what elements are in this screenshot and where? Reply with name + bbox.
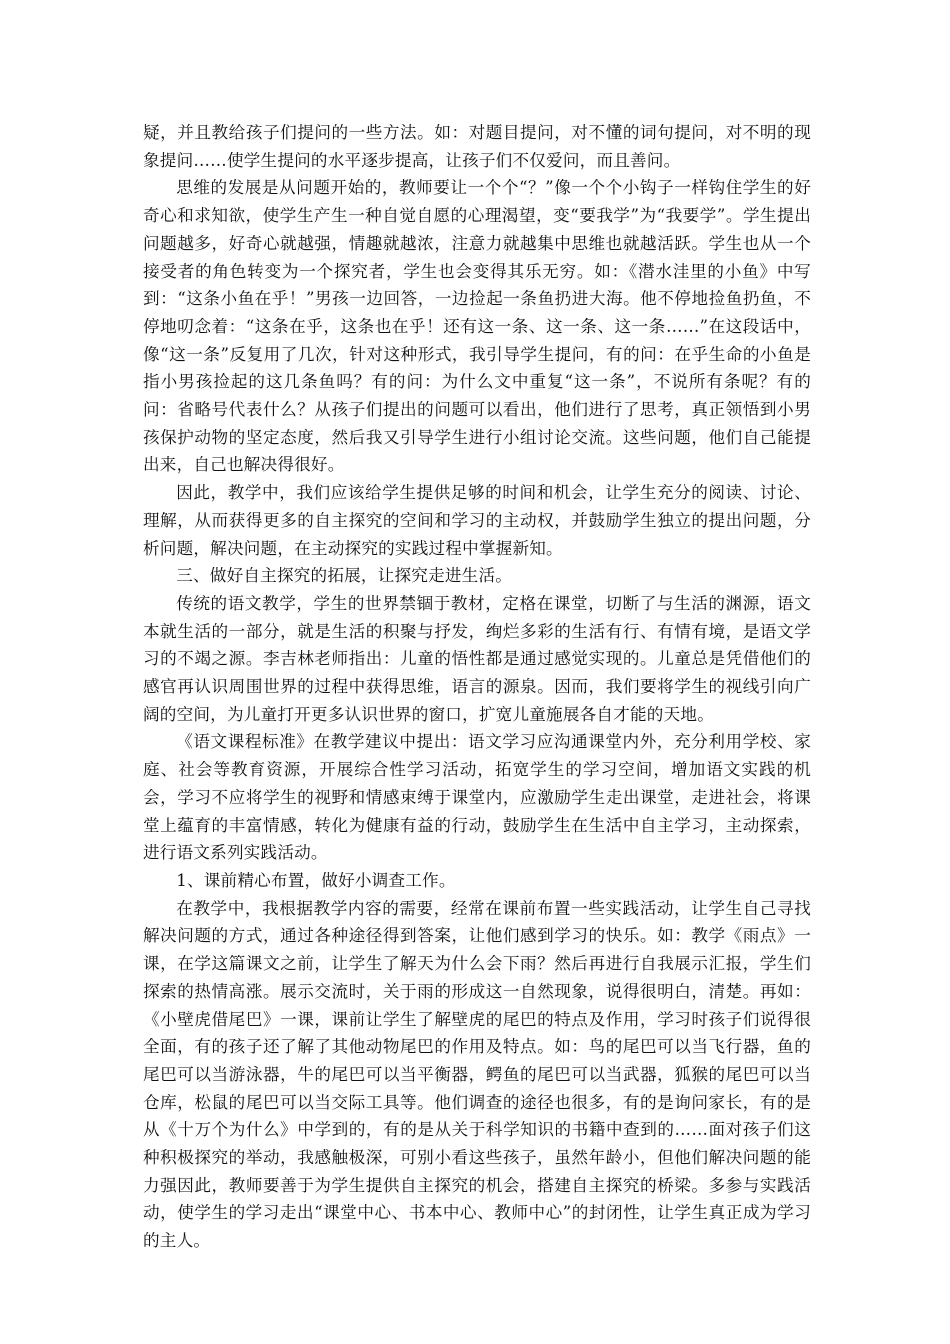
paragraph: 《语文课程标准》在教学建议中提出：语文学习应沟通课堂内外，充分利用学校、家庭、社会等教育资源，开展综合性学习活动，拓宽学生的学习空间，增加语文实践的机会，学习不应将学生的视野和情感束缚于课堂内，应激励学生走出课堂，走进社会，将课堂上蕴育的丰富情感，转化为健康有益的行动，鼓励学生在生活中自主学习，主动探索，进行语文系列实践活动。	[143, 732, 811, 863]
paragraph: 思维的发展是从问题开始的，教师要让一个个“？”像一个个小钩子一样钩住学生的好奇心和求知欲，使学生产生一种自觉自愿的心理渴望，变“要我学”为“我要学”。学生提出问题越多，好奇心就越强，情趣就越浓，注意力就越集中思维也就越活跃。学生也从一个接受者的角色转变为一个探究者，学生也会变得其乐无穷。如：《潜水洼里的小鱼》中写到：“这条小鱼在乎！”男孩一边回答，一边捡起一条鱼扔进大海。他不停地捡鱼扔鱼，不停地叨念着：“这条在乎，这条也在乎！还有这一条、这一条、这一条……”在这段话中，像“这一条”反复用了几次，针对这种形式，我引导学生提问，有的问：在乎生命的小鱼是指小男孩捡起的这几条鱼吗？有的问：为什么文中重复“这一条”，不说所有条呢？有的问：省略号代表什么？从孩子们提出的问题可以看出，他们进行了思考，真正领悟到小男孩保护动物的坚定态度，然后我又引导学生进行小组讨论交流。这些问题，他们自己能提出来，自己也解决得很好。	[143, 178, 811, 475]
subsection-heading: 1、课前精心布置，做好小调查工作。	[176, 870, 456, 890]
section-heading: 三、做好自主探究的拓展，让探究走进生活。	[176, 566, 513, 586]
document-body	[143, 119, 811, 1255]
paragraph-continuation: 疑，并且教给孩子们提问的一些方法。如：对题目提问，对不懂的词句提问，对不明的现象提问……使学生提问的水平逐步提高，让孩子们不仅爱问，而且善问。	[143, 123, 811, 170]
paragraph: 传统的语文教学，学生的世界禁锢于教材，定格在课堂，切断了与生活的渊源，语文本就生活的一部分，就是生活的积聚与抒发，绚烂多彩的生活有行、有情有境，是语文学习的不竭之源。李吉林老师指出：儿童的悟性都是通过感觉实现的。儿童总是凭借他们的感官再认识周围世界的过程中获得思维，语言的源泉。因而，我们要将学生的视线引向广阔的空间，为儿童打开更多认识世界的窗口，扩宽儿童施展各自才能的天地。	[143, 593, 811, 724]
paragraph: 因此，教学中，我们应该给学生提供足够的时间和机会，让学生充分的阅读、讨论、理解，从而获得更多的自主探究的空间和学习的主动权，并鼓励学生独立的提出问题，分析问题，解决问题，在主动探究的实践过程中掌握新知。	[143, 483, 811, 558]
paragraph: 在教学中，我根据教学内容的需要，经常在课前布置一些实践活动，让学生自己寻找解决问题的方式，通过各种途径得到答案，让他们感到学习的快乐。如：教学《雨点》一课，在学这篇课文之前，让学生了解天为什么会下雨？然后再进行自我展示汇报，学生们探索的热情高涨。展示交流时，关于雨的形成这一自然现象，说得很明白，清楚。再如：《小壁虎借尾巴》一课，课前让学生了解壁虎的尾巴的特点及作用，学习时孩子们说得很全面，有的孩子还了解了其他动物尾巴的作用及特点。如：鸟的尾巴可以当飞行器，鱼的尾巴可以当游泳器，牛的尾巴可以当平衡器，鳄鱼的尾巴可以当武器，狐猴的尾巴可以当仓库，松鼠的尾巴可以当交际工具等。他们调查的途径也很多，有的是询问家长，有的是从《十万个为什么》中学到的，有的是从关于科学知识的书籍中查到的……面对孩子们这种积极探究的举动，我感触极深，可别小看这些孩子，虽然年龄小，但他们解决问题的能力强因此，教师要善于为学生提供自主探究的机会，搭建自主探究的桥梁。多参与实践活动，使学生的学习走出“课堂中心、书本中心、教师中心”的封闭性，让学生真正成为学习的主人。	[143, 898, 811, 1251]
